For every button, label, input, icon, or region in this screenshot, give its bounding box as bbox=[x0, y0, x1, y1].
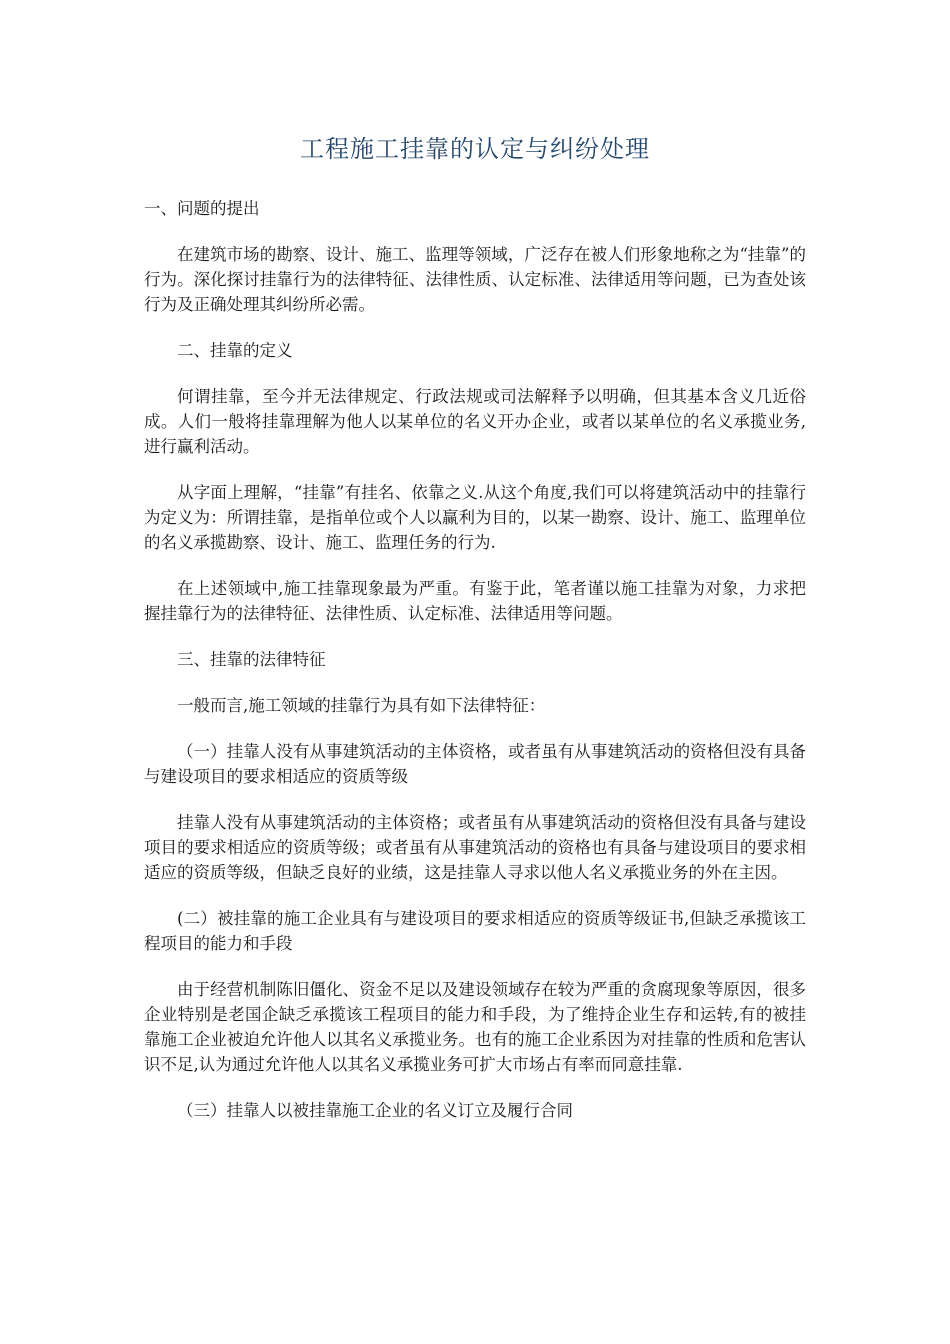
paragraph: 挂靠人没有从事建筑活动的主体资格；或者虽有从事建筑活动的资格但没有具备与建设项目的要求相适应的资质等级；或者虽有从事建筑活动的资格也有具备与建设项目的要求相适应的资质等级，但缺乏良好的业绩，这是挂靠人寻求以他人名义承揽业务的外在主因。 bbox=[144, 813, 806, 882]
subsection-heading-3: （三）挂靠人以被挂靠施工企业的名义订立及履行合同 bbox=[177, 1101, 573, 1120]
paragraph: 从字面上理解，“挂靠”有挂名、依靠之义.从这个角度,我们可以将建筑活动中的挂靠行为定义为：所谓挂靠，是指单位或个人以赢利为目的，以某一勘察、设计、施工、监理单位的名义承揽勘察、设计、施工、监理任务的行为. bbox=[144, 483, 806, 552]
section-heading-1: 一、问题的提出 bbox=[144, 199, 260, 218]
subsection-heading-1: （一）挂靠人没有从事建筑活动的主体资格，或者虽有从事建筑活动的资格但没有具备与建设项目的要求相适应的资质等级 bbox=[144, 742, 806, 786]
document-body bbox=[144, 196, 806, 1144]
paragraph: 何谓挂靠，至今并无法律规定、行政法规或司法解释予以明确，但其基本含义几近俗成。人们一般将挂靠理解为他人以某单位的名义开办企业，或者以某单位的名义承揽业务,进行赢利活动。 bbox=[144, 387, 806, 456]
section-heading-3: 三、挂靠的法律特征 bbox=[177, 650, 326, 669]
paragraph: 由于经营机制陈旧僵化、资金不足以及建设领域存在较为严重的贪腐现象等原因，很多企业特别是老国企缺乏承揽该工程项目的能力和手段，为了维持企业生存和运转,有的被挂靠施工企业被迫允许他人以其名义承揽业务。也有的施工企业系因为对挂靠的性质和危害认识不足,认为通过允许他人以其名义承揽业务可扩大市场占有率而同意挂靠. bbox=[144, 980, 806, 1074]
section-heading-2: 二、挂靠的定义 bbox=[177, 341, 293, 360]
paragraph: 在建筑市场的勘察、设计、施工、监理等领域，广泛存在被人们形象地称之为“挂靠”的行为。深化探讨挂靠行为的法律特征、法律性质、认定标准、法律适用等问题，已为查处该行为及正确处理其纠纷所必需。 bbox=[144, 245, 806, 314]
paragraph: 一般而言,施工领域的挂靠行为具有如下法律特征： bbox=[177, 696, 546, 715]
subsection-heading-2: (二）被挂靠的施工企业具有与建设项目的要求相适应的资质等级证书,但缺乏承揽该工程项目的能力和手段 bbox=[144, 909, 806, 953]
document-title: 工程施工挂靠的认定与纠纷处理 bbox=[300, 135, 650, 163]
paragraph: 在上述领域中,施工挂靠现象最为严重。有鉴于此，笔者谨以施工挂靠为对象，力求把握挂靠行为的法律特征、法律性质、认定标准、法律适用等问题。 bbox=[144, 579, 806, 623]
